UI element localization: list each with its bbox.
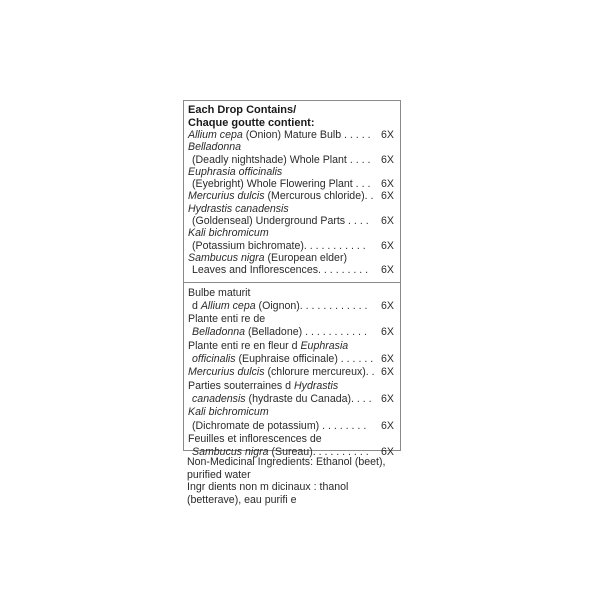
ingredient-text (188, 393, 372, 406)
ingredient-line (188, 264, 394, 276)
ingredient-text (188, 227, 269, 239)
ingredient-line (188, 178, 394, 190)
ingredient-line (188, 166, 394, 178)
ingredient-text (188, 252, 347, 264)
divider (184, 282, 400, 283)
latin-name: Euphrasia officinalis (188, 165, 283, 178)
ingredient-line (188, 326, 394, 339)
potency: 6X (381, 129, 394, 141)
latin-name: canadensis (192, 392, 246, 405)
ingredient-line (188, 380, 394, 393)
potency: 6X (381, 299, 394, 312)
text-part: Feuilles et inflorescences de (188, 432, 322, 445)
text-part: Parties souterraines d (188, 379, 294, 392)
nm-line: purified water (187, 468, 251, 481)
latin-name: Sambucus nigra (188, 251, 265, 264)
latin-name: Euphrasia (300, 339, 349, 352)
ingredient-text (188, 287, 250, 300)
ingredient-line (188, 240, 394, 252)
potency: 6X (381, 392, 394, 405)
ingredient-line (188, 393, 394, 406)
text-part: (Euphraise officinale) . . . . . . (235, 353, 374, 366)
ingredient-text (188, 178, 370, 190)
ingredient-line (188, 252, 394, 264)
ingredient-text (188, 313, 265, 326)
potency: 6X (381, 446, 394, 459)
ingredient-text (188, 215, 369, 227)
ingredient-line (188, 340, 394, 353)
ingredient-text (188, 406, 269, 419)
ingredient-line (188, 420, 394, 433)
latin-name: Kali bichromicum (188, 406, 269, 419)
potency: 6X (381, 190, 394, 203)
latin-name: Hydrastis (294, 379, 339, 392)
ingredient-text (188, 366, 375, 379)
text-part: Bulbe maturit (188, 286, 251, 299)
ingredient-text (188, 340, 348, 353)
non-medicinal-ingredients (187, 456, 407, 506)
text-part: (European elder) (264, 251, 348, 264)
text-part: (Goldenseal) Underground Parts . . . . (192, 215, 369, 228)
ingredient-text (188, 380, 338, 393)
potency: 6X (381, 419, 394, 432)
ingredient-line (188, 406, 394, 419)
text-part: (Mercurous chloride). . (264, 190, 374, 203)
ingredient-text (188, 129, 371, 141)
ingredient-text (188, 326, 367, 339)
latin-name: Sambucus nigra (192, 446, 269, 459)
text-part: Plante enti re de (188, 313, 266, 326)
ingredient-line (188, 227, 394, 239)
text-part: Leaves and Inflorescences. . . . . . . . . (192, 264, 369, 277)
ingredient-text (188, 203, 289, 215)
ingredient-line (188, 287, 394, 300)
english-ingredients (188, 129, 394, 277)
ingredient-line (188, 366, 394, 379)
ingredient-text (188, 433, 322, 446)
text-part: (Deadly nightshade) Whole Plant . . . . (192, 153, 371, 166)
text-part: (Oignon). . . . . . . . . . . . (255, 299, 368, 312)
ingredient-line (188, 313, 394, 326)
ingredient-text (188, 300, 367, 313)
latin-name: Allium cepa (188, 129, 243, 141)
header-en: Each Drop Contains/ (188, 104, 297, 116)
ingredient-text (188, 240, 366, 252)
potency: 6X (381, 264, 394, 277)
latin-name: Belladonna (188, 141, 242, 154)
ingredient-line (188, 300, 394, 313)
ingredient-text (188, 420, 366, 433)
ingredient-line (188, 129, 394, 141)
text-part: (Belladone) . . . . . . . . . . . (245, 326, 367, 339)
potency: 6X (381, 239, 394, 252)
latin-name: Allium cepa (200, 299, 256, 312)
potency: 6X (381, 215, 394, 228)
text-part: (Sureau). . . . . . . . . . (268, 446, 369, 459)
latin-name: Belladonna (192, 326, 246, 339)
french-ingredients (188, 287, 394, 460)
text-part: d (192, 299, 201, 312)
ingredient-line (188, 215, 394, 227)
nm-line: (betterave), eau purifi e (187, 493, 297, 506)
ingredient-line (188, 154, 394, 166)
potency: 6X (381, 366, 394, 379)
text-part: (hydraste du Canada). . . . (245, 392, 372, 405)
potency: 6X (381, 353, 394, 366)
text-part: (chlorure mercureux). . (264, 366, 375, 379)
text-part: Plante enti re en fleur d (188, 339, 301, 352)
nm-line: Non-Medicinal Ingredients: Ethanol (beet), (187, 456, 386, 468)
ingredient-text (188, 154, 370, 166)
potency: 6X (381, 153, 394, 166)
ingredient-text (188, 141, 241, 153)
potency: 6X (381, 326, 394, 339)
ingredient-text (188, 166, 282, 178)
text-part: (Potassium bichromate). . . . . . . . . . . (192, 239, 366, 252)
latin-name: officinalis (192, 353, 236, 366)
ingredient-line (188, 141, 394, 153)
nm-line: Ingr dients non m dicinaux : thanol (187, 481, 349, 494)
header-fr: Chaque goutte contient: (188, 116, 315, 129)
latin-name: Hydrastis canadensis (188, 202, 289, 215)
potency: 6X (381, 178, 394, 191)
ingredient-text (188, 190, 373, 202)
ingredient-line (188, 433, 394, 446)
latin-name: Mercurius dulcis (188, 190, 265, 203)
text-part: (Dichromate de potassium) . . . . . . . . (192, 419, 367, 432)
ingredients-box (183, 100, 401, 459)
latin-name: Mercurius dulcis (188, 366, 265, 379)
text-part: (Eyebright) Whole Flowering Plant . . . (192, 178, 371, 191)
latin-name: Kali bichromicum (188, 227, 269, 240)
ingredient-line (188, 203, 394, 215)
ingredient-text (188, 264, 368, 276)
ingredient-line (188, 190, 394, 202)
ingredient-text (188, 353, 373, 366)
text-part: (Onion) Mature Bulb . . . . . (242, 129, 371, 141)
ingredient-line (188, 353, 394, 366)
